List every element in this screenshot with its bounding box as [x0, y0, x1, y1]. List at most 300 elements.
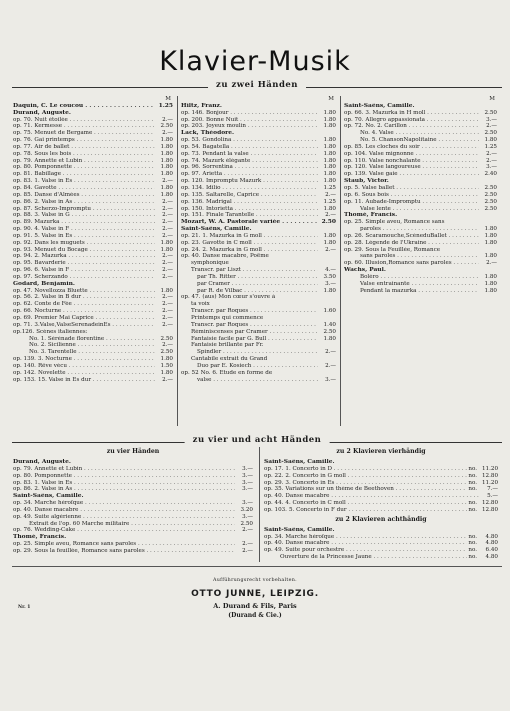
catalog-entry [13, 473, 253, 480]
opus-number: op. 52 [181, 369, 199, 376]
work-title: Légende de l'Ukraine . . . [365, 240, 479, 247]
catalog-entry [181, 253, 336, 260]
work-title: 2. Valse in B dur . . . [34, 294, 155, 301]
opus-number: op. 104. [344, 150, 367, 157]
opus-number: op. 69. [13, 315, 33, 321]
publisher-paris: A. Durand & Fils, Paris [213, 602, 297, 610]
work-title: Bavarderie . . . [34, 260, 155, 267]
price: 2.50 [484, 198, 497, 205]
work-title: Dans les muguets . . . [34, 240, 155, 247]
opus-number: op. 92. [13, 239, 33, 246]
work-title: Fantaisie brillante par Fr. [191, 342, 264, 349]
catalog-entry [13, 164, 173, 171]
opus-number: op. 93. [13, 246, 33, 253]
composer-name: Saint-Saëns, Camille. [344, 102, 415, 109]
work-title: Gondolina . . . [202, 137, 318, 144]
work-title: Bonjour . . . [206, 110, 318, 117]
catalog-entry [13, 356, 173, 363]
opus-number: op. 23. [181, 239, 201, 246]
catalog-entry [264, 500, 498, 507]
opus-number: op. 25. [344, 219, 364, 226]
composer-entry [264, 459, 498, 466]
opus-number: op. 83. [13, 479, 33, 486]
opus-number: op. 29. [264, 479, 284, 486]
catalog-entry [264, 547, 498, 554]
price [318, 260, 336, 267]
work-title: 1. Mazurka in G moll . . . [202, 233, 318, 240]
catalog-entry [264, 554, 498, 561]
work-title: Valse ballet . . . [362, 185, 479, 192]
catalog-entry [13, 158, 173, 165]
opus-number: op. 6. [344, 191, 360, 198]
price: 2.50 [160, 349, 173, 356]
price: 1.80 [323, 137, 336, 144]
opus-number: op. 85. [344, 143, 364, 150]
opus-number: op. 71. [13, 123, 33, 130]
catalog-entry [13, 363, 173, 370]
opus-number: op. 47. [181, 294, 201, 301]
section-four-eight-hands [12, 436, 502, 448]
work-title: (aus) Mon cœur s'ouvre à [202, 294, 276, 301]
price: 2.— [162, 219, 173, 226]
catalog-entry [181, 322, 336, 329]
work-title: par Th. Ritter . . . [181, 274, 318, 281]
catalog-entry [344, 137, 497, 144]
work-title: Scènes italiennes: [36, 328, 88, 335]
work-title: Air de ballet . . . [34, 144, 155, 151]
catalog-entry [264, 473, 498, 480]
catalog-entry [181, 158, 336, 165]
catalog-entry [13, 370, 173, 377]
price: 6.40 [485, 547, 498, 554]
work-title: 2. Valse in As . . . [34, 486, 235, 493]
work-title: Rêve vécu . . . [38, 363, 155, 370]
catalog-entry [13, 130, 173, 137]
opus-number: op. 22. [264, 472, 284, 479]
price: 2.— [162, 294, 173, 301]
opus-number: op. 83. [13, 178, 33, 185]
catalog-entry [181, 117, 336, 124]
price: 3.— [486, 164, 497, 171]
work-title: No. 6. Étude en forme de [200, 369, 273, 376]
price-unit: no. [468, 500, 477, 507]
catalog-entry [13, 486, 253, 493]
work-title: 15. Valse in Es dur . . . [38, 377, 155, 384]
opus-number: op. 47. [13, 287, 33, 294]
catalog-entry [181, 123, 336, 130]
catalog-entry [264, 540, 498, 547]
opus-number: op. 89. [13, 219, 33, 226]
catalog-entry [181, 212, 336, 219]
catalog-entry [13, 514, 253, 521]
catalog-entry [181, 267, 336, 274]
work-title: Les cloches du soir . . . [365, 144, 479, 151]
catalog-entry [181, 308, 336, 315]
opus-number: op. 77. [13, 143, 33, 150]
price [318, 294, 336, 301]
composer-entry [13, 459, 253, 466]
composer-entry [344, 178, 497, 185]
price: 3.50 [323, 273, 336, 280]
opus-number: op. 120. [181, 178, 204, 185]
opus-number: op. 29. [13, 547, 33, 554]
column-1 [13, 96, 173, 424]
catalog-entry [181, 247, 336, 254]
opus-number: op. 35. [264, 486, 284, 493]
catalog-entry [13, 144, 173, 151]
opus-number: op. 79. [13, 465, 33, 472]
catalog-entry [13, 171, 173, 178]
opus-number: op. 71. [13, 321, 33, 328]
work-title: Danse macabre . . . [285, 540, 467, 547]
price: 1.80 [484, 226, 497, 233]
catalog-entry [13, 206, 173, 213]
catalog-entry [344, 192, 497, 199]
work-title: Extrait de l'op. 60 Marche militaire . . . [13, 521, 235, 528]
price: 2.50 [484, 205, 497, 212]
opus-number: op. 85. [13, 191, 33, 198]
composer-entry [344, 103, 497, 110]
catalog-entry [344, 233, 497, 240]
work-title: Nocturne . . . [34, 308, 155, 315]
work-title: Novelette . . . [38, 370, 155, 377]
catalog-entry [13, 466, 253, 473]
price: 2.50 [484, 191, 497, 198]
work-title: Fantaisie facile par G. Bull . . . [181, 336, 318, 343]
price: 3.— [325, 280, 336, 287]
price: 2.— [486, 123, 497, 130]
work-title: Sorrentina . . . [202, 164, 318, 171]
catalog-entry [13, 329, 173, 336]
price: 2.— [325, 362, 336, 369]
catalog-entry [344, 110, 497, 117]
opus-number: op. 60. [344, 260, 364, 267]
opus-number: op. 53. [181, 137, 201, 144]
opus-number: op. 84. [13, 184, 33, 191]
work-title: Valse langoureuse . . . [369, 164, 479, 171]
catalog-entry [181, 363, 336, 370]
price-unit: no. [468, 506, 477, 513]
catalog-entry [181, 342, 336, 349]
price: 2.— [162, 267, 173, 274]
price: 2.40 [484, 171, 497, 178]
composer-name: Saint-Saëns, Camille. [13, 493, 84, 500]
catalog-entry [13, 294, 173, 301]
work-title: Danse macabre . . . [285, 493, 480, 500]
price: 2.— [162, 260, 173, 267]
catalog-entry [264, 486, 498, 493]
price-unit: no. [468, 465, 477, 472]
work-title: Sous bois . . . [362, 192, 479, 199]
lower-right-column [264, 449, 498, 561]
opus-number: op. 24. [181, 246, 201, 253]
opus-number: op. 86. [13, 198, 33, 205]
catalog-entry [344, 158, 497, 165]
price-unit: no. [468, 554, 477, 561]
price: 1.50 [160, 362, 173, 369]
opus-number: op. 134. [181, 184, 204, 191]
work-title: Novellozza Bluette . . . [34, 288, 155, 295]
opus-number: op. 62. [13, 301, 33, 308]
catalog-entry [344, 199, 497, 206]
catalog-entry [344, 117, 497, 124]
work-title: Transcr. par Roques . . . [181, 322, 318, 329]
work-title: Idilio . . . [206, 185, 318, 192]
price: 2.— [486, 150, 497, 157]
opus-number: op. 40. [264, 493, 284, 500]
catalog-entry [181, 281, 336, 288]
opus-number: op. 139. [13, 356, 36, 363]
work-title: No. 5. ChansonNapolitaine . . . [344, 137, 479, 144]
opus-number: op. 40. [13, 506, 33, 513]
column-3 [344, 96, 497, 424]
opus-number: op. 79. [13, 157, 33, 164]
price: 2.50 [484, 109, 497, 116]
price: 1.80 [323, 150, 336, 157]
opus-number: op. 5. [344, 184, 360, 191]
opus-number: op. 200. [181, 116, 204, 123]
price: 2.50 [240, 520, 253, 527]
work-title: 3. Mazurka in H moll . . . [365, 110, 479, 117]
rights-note: Aufführungsrecht vorbehalten. [212, 578, 297, 583]
work-title: Illusion,Romance sans paroles . . . [365, 260, 479, 267]
work-title: 2. Mazurka . . . [34, 253, 155, 260]
opus-number: op. 153. [13, 376, 36, 383]
catalog-entry [13, 178, 173, 185]
column-divider [177, 96, 178, 426]
opus-number: op. 78. [13, 150, 33, 157]
price-unit: no. [468, 533, 477, 540]
catalog-entry [181, 294, 336, 301]
price: 12.80 [481, 500, 498, 507]
price [318, 342, 336, 349]
work-title: paroles . . . [344, 226, 479, 233]
opus-number: op. 95. [13, 260, 33, 267]
work-title: Bagatella . . . [202, 144, 318, 151]
work-title: Gavotte in C moll . . . [202, 240, 318, 247]
price: 1.80 [323, 164, 336, 171]
catalog-entry [13, 226, 173, 233]
opus-number: op.126. [13, 328, 35, 335]
opus-number: op. 44. [264, 500, 284, 507]
work-title: Réminiscenses par Cramer . . . [181, 329, 318, 336]
price: 3.— [242, 486, 253, 493]
opus-number: op. 73. [181, 150, 201, 157]
work-title: Sous la Feuillée, Romance [365, 246, 441, 253]
price [318, 370, 336, 377]
work-title: Finale Tarantelle . . . [206, 212, 318, 219]
work-title: Marche héroïque . . . [34, 500, 235, 507]
composer-name: Hiltz, Franz. [181, 102, 222, 109]
catalog-entry [13, 308, 173, 315]
catalog-entry [13, 192, 173, 199]
work-title: Scherzando . . . [34, 274, 155, 281]
work-title: Gai printemps . . . [34, 137, 155, 144]
price: 1.80 [484, 280, 497, 287]
price: 3.20 [240, 506, 253, 513]
opus-number: op. 49. [13, 513, 33, 520]
price: 2.— [486, 157, 497, 164]
opus-number: op. 203. [181, 123, 204, 130]
opus-number: op. 86. [13, 486, 33, 493]
composer-name: Daquin, C. Le coucou . . . [13, 103, 155, 110]
price: 1.80 [484, 273, 497, 280]
page-title: Klavier-Musik [159, 46, 351, 77]
catalog-entry [344, 247, 497, 254]
work-title: Scherzo-Impromptu . . . [34, 206, 155, 213]
composer-entry [181, 219, 336, 226]
price: 4.— [325, 267, 336, 274]
work-title: 6. Valse in F . . . [34, 267, 155, 274]
catalog-entry [13, 521, 253, 528]
price: 11.20 [481, 479, 498, 486]
catalog-entry [13, 199, 173, 206]
catalog-entry [344, 253, 497, 260]
work-title: Simple aveu, Romance sans paroles . . . [34, 541, 235, 548]
catalog-entry [181, 288, 336, 295]
work-title: 2. Mazurka in G moll . . . [202, 247, 318, 254]
opus-number: op. 70. [13, 116, 33, 123]
catalog-entry [13, 507, 253, 514]
composer-entry [344, 212, 497, 219]
opus-number: op. 54. [181, 143, 201, 150]
opus-number: op. 49. [264, 547, 284, 554]
catalog-entry [344, 281, 497, 288]
price [155, 329, 173, 336]
price: 4.80 [485, 533, 498, 540]
work-title: 1. Concerto in D . . . [285, 466, 467, 473]
price: 1.80 [323, 123, 336, 130]
work-title: Spindler . . . [181, 349, 318, 356]
work-title: Sous les bois . . . [34, 151, 155, 158]
work-title: valse . . . [181, 377, 318, 384]
catalog-entry [13, 500, 253, 507]
price: 1.80 [323, 143, 336, 150]
opus-number: op. 146. [181, 109, 204, 116]
opus-number: op. 150. [181, 205, 204, 212]
work-title: No. 2. Sicilienne . . . [13, 342, 155, 349]
opus-number: op. 97. [13, 273, 33, 280]
work-title: Intorietta . . . [206, 206, 318, 213]
work-title: Pomponnette . . . [34, 473, 235, 480]
work-title: Impromptu Mazurk . . . [206, 178, 318, 185]
price: 2.— [162, 116, 173, 123]
price: 3.— [242, 513, 253, 520]
catalog-entry [264, 480, 498, 487]
catalog-entry [13, 212, 173, 219]
catalog-entry [181, 260, 336, 267]
price: 2.— [162, 253, 173, 260]
opus-number: op. 80. [13, 164, 33, 171]
work-title: Sous la feuillée, Romance sans paroles . . . [34, 548, 235, 555]
catalog-entry [13, 548, 253, 555]
opus-number: op. 142. [13, 369, 36, 376]
price: 1.80 [323, 157, 336, 164]
work-title: Pomponnette . . . [34, 164, 155, 171]
opus-number: op. 70. [344, 116, 364, 123]
opus-number: op. 140. [13, 362, 36, 369]
price: 2.— [162, 376, 173, 383]
composer-entry [13, 493, 253, 500]
opus-number: op. 66. [13, 308, 33, 315]
work-title: 3.Valse,ValseSerenadeinEs . . . [34, 322, 155, 329]
lower-right-heading-2: zu 2 Klavieren achthändig [335, 515, 427, 523]
price: 2.— [162, 198, 173, 205]
work-title: Wedding-Cake . . . [34, 527, 235, 534]
price: 2.— [162, 315, 173, 321]
work-title: Printemps qui commence [191, 315, 264, 321]
price: 12.80 [481, 472, 498, 479]
catalog-entry [344, 274, 497, 281]
price: 1.80 [484, 137, 497, 144]
composer-entry [264, 527, 498, 534]
price: 2.50 [484, 184, 497, 191]
opus-number: op. 81. [13, 171, 33, 178]
work-title: 5. Concerto in F dur . . . [289, 507, 467, 514]
price: 1.80 [323, 232, 336, 239]
catalog-entry [344, 288, 497, 295]
currency-header: M [328, 96, 334, 102]
price: 1.80 [323, 178, 336, 185]
price: 1.80 [160, 157, 173, 164]
catalog-entry [264, 493, 498, 500]
opus-number: op. 75. [13, 130, 33, 137]
price: 1.80 [484, 253, 497, 260]
price: 1.80 [160, 150, 173, 157]
price: 1.25 [323, 198, 336, 205]
price: 2.— [325, 212, 336, 219]
catalog-entry [13, 233, 173, 240]
catalog-entry [344, 260, 497, 267]
lower-right-heading-1: zu 2 Klavieren vierhändig [336, 448, 426, 455]
opus-number: op. 139. [344, 171, 367, 178]
price: 1.80 [160, 171, 173, 178]
price: 1.80 [323, 109, 336, 116]
work-title: Menuet du Bocage . . . [34, 247, 155, 254]
catalog-entry [181, 356, 336, 363]
price: 2.50 [484, 130, 497, 137]
price: 2.— [162, 301, 173, 308]
opus-number: op. 96. [13, 267, 33, 274]
price: 1.60 [323, 308, 336, 315]
catalog-entry [181, 233, 336, 240]
work-title: 1. Valse in Es . . . [34, 480, 235, 487]
work-title: Pendant la mazurka . . . [344, 288, 479, 295]
work-title: Mazurk élégante . . . [202, 158, 318, 165]
catalog-entry [13, 123, 173, 130]
work-title: 2. Valse in As . . . [34, 199, 155, 206]
catalog-entry [181, 199, 336, 206]
catalog-entry [181, 164, 336, 171]
price [318, 315, 336, 322]
price: 2.— [325, 191, 336, 198]
catalog-entry [181, 349, 336, 356]
catalog-entry [13, 377, 173, 384]
price: 3.— [242, 500, 253, 507]
composer-name: Mozart, W. A. Pastorale variée . . . [181, 219, 318, 226]
work-title: Valse lente . . . [344, 206, 479, 213]
work-title: Simple aveu, Romance sans [365, 219, 445, 226]
composer-entry [13, 103, 173, 110]
catalog-entry [13, 274, 173, 281]
opus-number: op. 40. [264, 540, 284, 547]
opus-number: op. 72. [344, 123, 364, 130]
work-title: Danse macabre, Poëme [202, 253, 269, 260]
price-unit: no. [468, 540, 477, 547]
catalog-entry [264, 534, 498, 541]
composer-name: Saint-Saëns, Camille. [264, 526, 335, 533]
price: 3.— [242, 465, 253, 472]
